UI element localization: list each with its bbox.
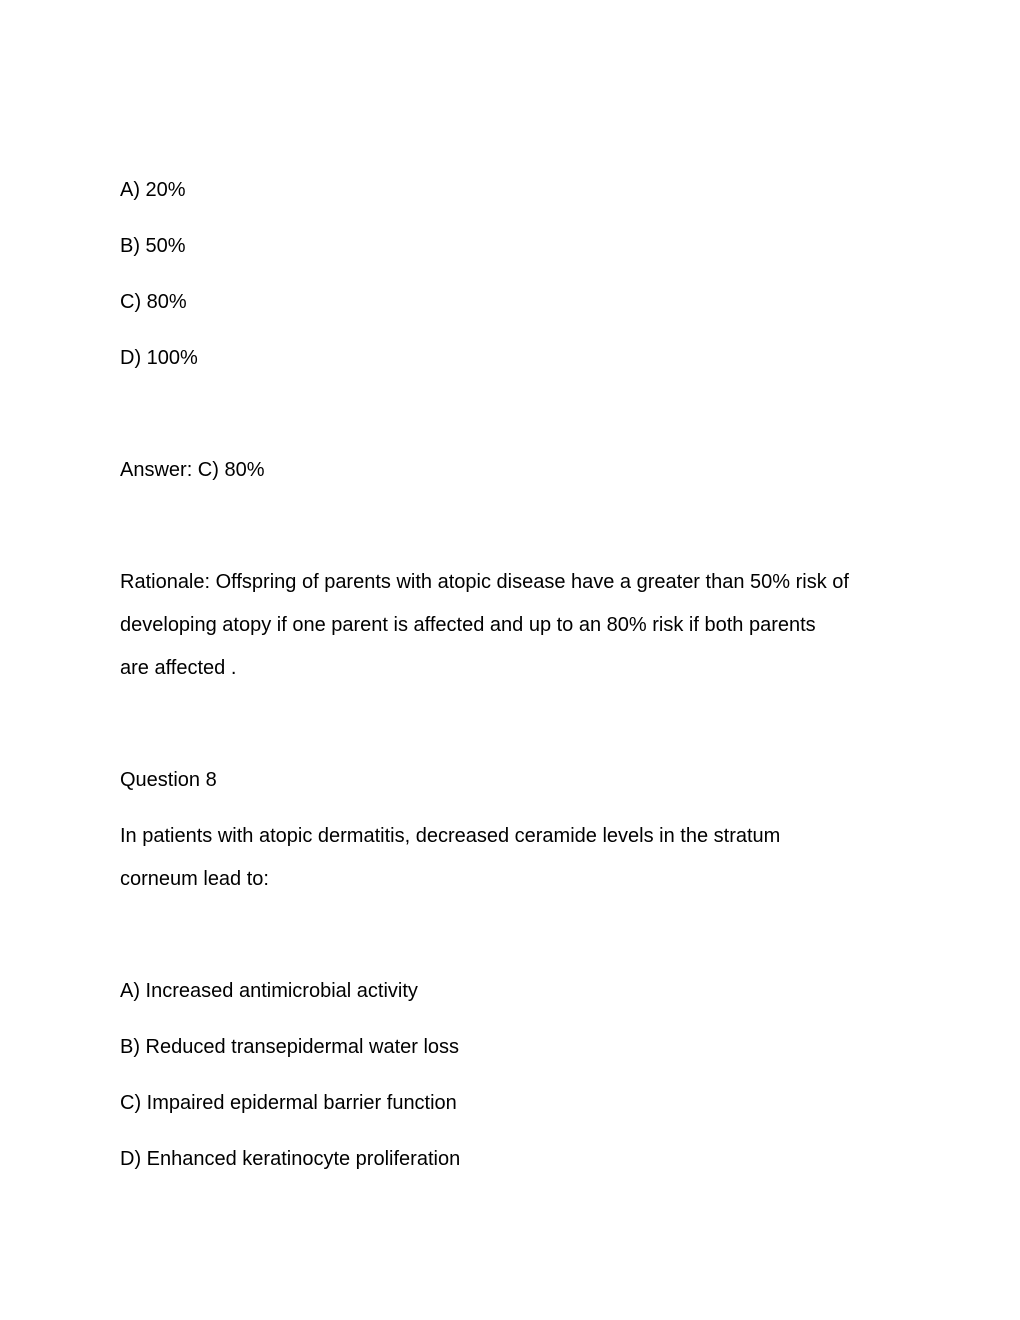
q8-option-a: A) Increased antimicrobial activity bbox=[120, 980, 418, 1002]
q7-rationale-line-3: are affected . bbox=[120, 657, 237, 679]
q7-option-c: C) 80% bbox=[120, 291, 187, 313]
q7-option-d: D) 100% bbox=[120, 347, 198, 369]
q8-stem-line-2: corneum lead to: bbox=[120, 868, 269, 890]
q8-option-d: D) Enhanced keratinocyte proliferation bbox=[120, 1148, 461, 1170]
q7-option-a: A) 20% bbox=[120, 179, 186, 201]
q7-answer: Answer: C) 80% bbox=[120, 459, 265, 481]
q7-option-b: B) 50% bbox=[120, 235, 186, 257]
q8-heading: Question 8 bbox=[120, 769, 217, 791]
q8-option-c: C) Impaired epidermal barrier function bbox=[120, 1092, 457, 1114]
q8-option-b: B) Reduced transepidermal water loss bbox=[120, 1036, 460, 1058]
q8-stem-line-1: In patients with atopic dermatitis, decreased ceramide levels in the stratum bbox=[120, 825, 781, 847]
q7-rationale-line-1: Rationale: Offspring of parents with atopic disease have a greater than 50% risk of bbox=[120, 571, 849, 593]
q7-rationale-line-2: developing atopy if one parent is affected and up to an 80% risk if both parents bbox=[120, 614, 816, 636]
